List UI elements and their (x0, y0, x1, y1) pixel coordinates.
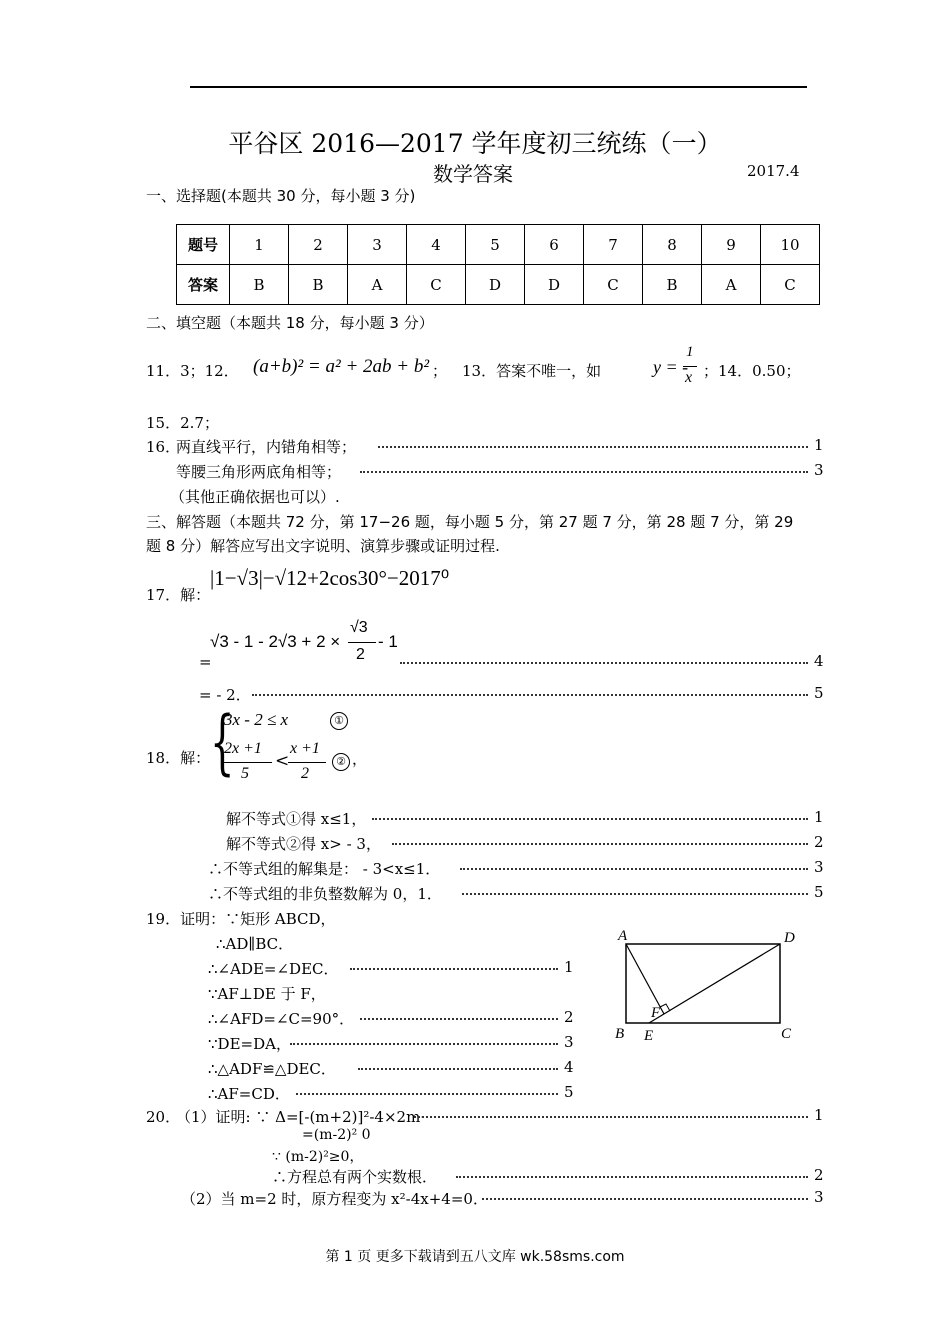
score: 3 (564, 1033, 574, 1051)
question-number: 8 (643, 225, 702, 265)
circle-mark-2: ② (332, 753, 350, 771)
q18-ineq2-rden: 2 (301, 765, 309, 782)
q17-equals: = (199, 653, 212, 671)
q18-ineq2-op: < (275, 751, 290, 771)
leader-dots (350, 968, 558, 970)
label-b: B (615, 1026, 625, 1042)
system-brace: { (210, 701, 235, 783)
q18-frac-bar-left (222, 762, 272, 763)
q20-part1-line2: =(m-2)² 0 (302, 1127, 371, 1143)
page-title: 平谷区 2016—2017 学年度初三统练（一） (228, 129, 722, 158)
question-number: 4 (407, 225, 466, 265)
section3-heading-line1: 三、解答题（本题共 72 分，第 17−26 题，每小题 5 分，第 27 题 7 分，第 28 题 7 分，第 29 (146, 513, 794, 531)
label-c: C (781, 1026, 792, 1042)
q18-ineq2-lden: 5 (241, 765, 249, 782)
q17-fraction-bar (348, 642, 376, 643)
q19-line2: ∴∠ADE=∠DEC． (208, 960, 339, 978)
answer-cell: B (230, 265, 289, 305)
q19-line6: ∴△ADF≌△DEC． (208, 1060, 336, 1078)
q20-part1: （1）证明: ∵ Δ=[-(m+2)]²-4×2m· (176, 1108, 426, 1126)
ineq2-mark (332, 750, 350, 771)
q16-line1: 两直线平行，内错角相等； (176, 438, 357, 456)
leader-dots (400, 662, 808, 664)
page-subtitle: 数学答案 (433, 162, 513, 186)
question-number: 10 (761, 225, 820, 265)
q11-answer: 11．3；12． (146, 362, 239, 380)
ineq1-mark (330, 709, 348, 730)
page-footer: 第 1 页 更多下载请到五八文库 wk.58sms.com (325, 1249, 625, 1265)
rectangle-figure (605, 920, 805, 1050)
q19-line3: ∵AF⊥DE 于 F， (208, 985, 326, 1003)
score: 2 (814, 833, 824, 851)
leader-dots (378, 446, 808, 448)
question-number: 3 (348, 225, 407, 265)
q12-expression: (a+b)² = a² + 2ab + b² (253, 356, 430, 377)
q17-label: 17．解： (146, 586, 211, 604)
q18-line2: 解不等式②得 x> - 3， (226, 835, 381, 853)
score: 5 (814, 883, 824, 901)
leader-dots (360, 471, 808, 473)
section3-heading-line2: 题 8 分）解答应写出文字说明、演算步骤或证明过程. (146, 537, 500, 555)
leader-dots (482, 1198, 808, 1200)
q19-line1: ∴AD∥BC． (216, 935, 294, 953)
leader-dots (252, 694, 808, 696)
q13-denominator: x (685, 369, 693, 386)
leader-dots (372, 818, 808, 820)
q17-step2: = - 2． (199, 686, 251, 704)
circle-mark-1: ① (330, 712, 348, 730)
q17-step1: √3 - 1 - 2√3 + 2 × (210, 632, 341, 651)
score: 2 (564, 1008, 574, 1026)
q18-line3: ∴不等式组的解集是： - 3<x≤1． (208, 860, 441, 878)
answer-cell: D (525, 265, 584, 305)
question-number: 1 (230, 225, 289, 265)
answer-table (176, 224, 820, 305)
q19-line5: ∵DE=DA， (208, 1035, 291, 1053)
score: 1 (814, 1106, 824, 1124)
leader-dots (360, 1018, 558, 1020)
question-number: 6 (525, 225, 584, 265)
q12-end: ； (432, 362, 448, 380)
q18-ineq1: 3x - 2 ≤ x (224, 710, 289, 729)
header-rule (190, 86, 807, 88)
question-header: 题号 (177, 225, 230, 265)
score: 1 (564, 958, 574, 976)
score: 3 (814, 858, 824, 876)
q18-ineq2-lnum: 2x +1 (224, 740, 262, 757)
question-number: 2 (289, 225, 348, 265)
label-f: F (651, 1005, 661, 1021)
q17-step1-tail: - 1 (378, 632, 398, 651)
question-number: 5 (466, 225, 525, 265)
answer-cell: C (407, 265, 466, 305)
score: 1 (814, 436, 824, 454)
q18-ineq2-rnum: x +1 (290, 740, 320, 757)
score: 3 (814, 1188, 824, 1206)
q13-answer: 13．答案不唯一，如 (462, 362, 602, 380)
q20-label: 20． (146, 1108, 181, 1126)
rectangle-abcd (626, 944, 780, 1023)
label-e: E (644, 1028, 654, 1044)
q15-answer: 15．2.7； (146, 414, 219, 432)
leader-dots (414, 1116, 808, 1118)
score: 2 (814, 1166, 824, 1184)
q18-line4: ∴不等式组的非负整数解为 0，1． (208, 885, 442, 903)
answer-cell: C (761, 265, 820, 305)
question-number: 9 (702, 225, 761, 265)
leader-dots (392, 843, 808, 845)
answer-cell: B (289, 265, 348, 305)
score: 5 (814, 684, 824, 702)
leader-dots (462, 893, 808, 895)
leader-dots (460, 868, 808, 870)
q19-line4: ∴∠AFD=∠C=90°． (208, 1010, 355, 1028)
score: 5 (564, 1083, 574, 1101)
segment-af (626, 944, 664, 1014)
score: 4 (564, 1058, 574, 1076)
exam-date: 2017.4 (747, 162, 800, 180)
leader-dots (296, 1093, 558, 1095)
q19-label: 19．证明：∵矩形 ABCD， (146, 910, 336, 928)
q13-numerator: 1 (686, 344, 694, 360)
label-d: D (784, 930, 795, 946)
leader-dots (456, 1176, 808, 1178)
q13-fraction-bar (683, 366, 697, 367)
section2-heading: 二、填空题（本题共 18 分，每小题 3 分） (146, 314, 434, 332)
score: 3 (814, 461, 824, 479)
q18-ineq2-tail: ， (352, 750, 368, 768)
answer-cell: D (466, 265, 525, 305)
answer-cell: B (643, 265, 702, 305)
q19-line7: ∴AF=CD． (208, 1085, 290, 1103)
q17-frac-num: √3 (350, 619, 368, 636)
answer-cell: C (584, 265, 643, 305)
question-number: 7 (584, 225, 643, 265)
q20-part1-line3: ∵ (m-2)²≥0， (272, 1149, 364, 1165)
q16-note: （其他正确依据也可以）. (170, 488, 340, 506)
score: 4 (814, 652, 824, 670)
leader-dots (358, 1068, 558, 1070)
q16-line2: 等腰三角形两底角相等； (176, 463, 342, 481)
question-row (177, 225, 820, 265)
q13-y: y = - (653, 357, 689, 377)
q14-answer: ；14．0.50； (703, 362, 801, 380)
answer-cell: A (702, 265, 761, 305)
q17-frac-den: 2 (356, 646, 365, 663)
label-a: A (618, 928, 628, 944)
q20-part1-line4: ∴方程总有两个实数根． (272, 1168, 438, 1186)
leader-dots (290, 1043, 558, 1045)
answer-cell: A (348, 265, 407, 305)
answer-row (177, 265, 820, 305)
q18-line1: 解不等式①得 x≤1， (226, 810, 367, 828)
section1-heading: 一、选择题(本题共 30 分，每小题 3 分) (146, 187, 416, 205)
answer-header: 答案 (177, 265, 230, 305)
score: 1 (814, 808, 824, 826)
q20-part2: （2）当 m=2 时，原方程变为 x²-4x+4=0． (181, 1190, 488, 1208)
q18-frac-bar-right (288, 762, 326, 763)
q18-label: 18．解： (146, 749, 211, 767)
q16-label: 16． (146, 438, 181, 456)
q17-expression: |1−√3|−√12+2cos30°−2017⁰ (210, 566, 450, 590)
segment-de (649, 944, 780, 1023)
